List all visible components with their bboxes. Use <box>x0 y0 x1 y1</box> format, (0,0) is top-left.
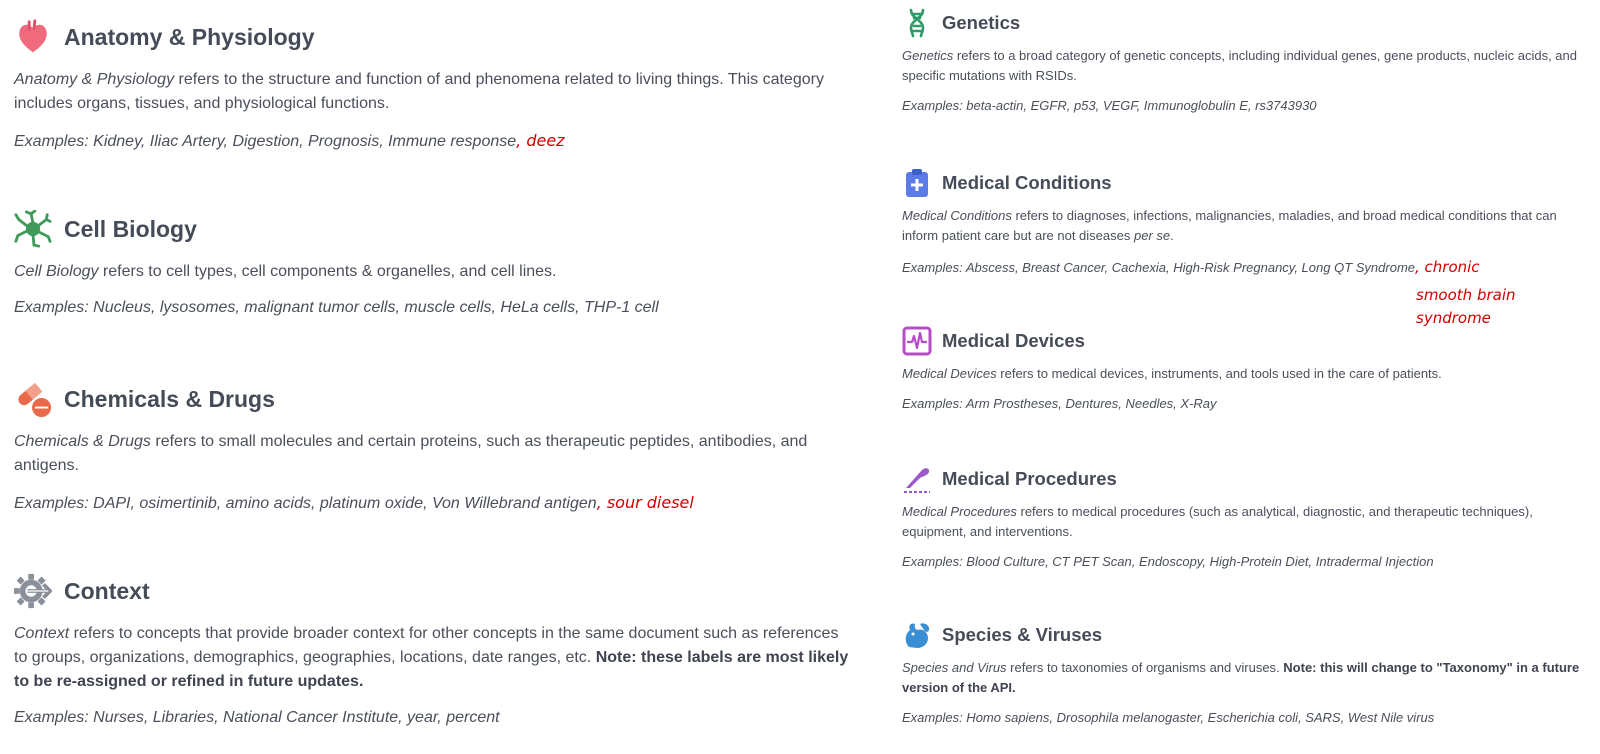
description-text: refers to concepts that provide broader context for other concepts in the same document such as references to groups, organizations, demographics, geographies, locations, date ranges, etc. <box>14 625 839 666</box>
section-header <box>902 464 1582 494</box>
section-chemicals-drugs <box>14 380 854 513</box>
section-header <box>902 168 1582 198</box>
section-header <box>902 8 1582 38</box>
section-cell-biology <box>14 210 854 317</box>
description-text: refers to a broad category of genetic concepts, including individual genes, gene products, nucleic acids, and specific mutations with RSIDs. <box>902 48 1577 83</box>
examples-text: Examples: Kidney, Iliac Artery, Digestion, Prognosis, Immune response <box>14 133 517 150</box>
handwritten-annotation: , sour diesel <box>596 493 694 512</box>
description-term: Medical Procedures <box>902 504 1017 519</box>
handwritten-annotation-continued <box>1416 284 1516 330</box>
section-title: Context <box>64 577 150 604</box>
examples-text: Examples: Homo sapiens, Drosophila melanogaster, Escherichia coli, SARS, West Nile virus <box>902 710 1435 725</box>
examples-text: Examples: DAPI, osimertinib, amino acids, platinum oxide, Von Willebrand antigen <box>14 495 597 512</box>
description-term: Anatomy & Physiology <box>14 71 175 88</box>
section-examples <box>902 98 1582 113</box>
annotation-line: syndrome <box>1416 309 1491 327</box>
section-examples <box>902 396 1582 411</box>
section-description <box>902 658 1582 698</box>
section-header <box>14 380 854 418</box>
section-title: Anatomy & Physiology <box>64 23 315 50</box>
section-description <box>14 68 854 116</box>
cell-icon <box>14 210 52 248</box>
description-text: refers to medical devices, instruments, and tools used in the care of patients. <box>996 366 1442 381</box>
examples-text: Examples: Abscess, Breast Cancer, Cachexia, High-Risk Pregnancy, Long QT Syndrome <box>902 260 1415 275</box>
description-term: Chemicals & Drugs <box>14 433 151 450</box>
section-header <box>902 620 1582 650</box>
section-description <box>902 46 1582 86</box>
description-term: Medical Devices <box>902 366 997 381</box>
section-title: Medical Conditions <box>942 172 1112 193</box>
scalpel-icon <box>902 464 932 494</box>
section-title: Species & Viruses <box>942 624 1103 645</box>
section-examples <box>902 710 1582 725</box>
section-description <box>902 364 1582 384</box>
examples-text: Examples: Blood Culture, CT PET Scan, Endoscopy, High-Protein Diet, Intradermal Injection <box>902 554 1434 569</box>
section-title: Genetics <box>942 12 1021 33</box>
section-species-viruses <box>902 620 1582 725</box>
description-text: refers to diagnoses, infections, malignancies, maladies, and broad medical conditions that can inform patient care but are not diseases <box>902 208 1557 243</box>
section-examples <box>902 258 1582 276</box>
gear-arrow-icon <box>14 572 52 610</box>
section-header <box>14 210 854 248</box>
description-note: Note: this will change to "Taxonomy" in a future version of the API. <box>902 660 1580 695</box>
description-text: refers to cell types, cell components & organelles, and cell lines. <box>98 263 557 280</box>
description-end: . <box>1170 228 1174 243</box>
section-examples <box>14 131 854 151</box>
description-term: Context <box>14 625 70 642</box>
description-term-per-se: per se <box>1133 228 1171 243</box>
description-term: Species and Virus <box>902 660 1007 675</box>
section-examples <box>14 709 854 727</box>
section-examples <box>14 493 854 513</box>
section-description <box>902 206 1582 246</box>
examples-text: Examples: Nucleus, lysosomes, malignant tumor cells, muscle cells, HeLa cells, THP-1 cell <box>14 299 659 316</box>
description-text: refers to the structure and function of and phenomena related to living things. This category includes organs, tissues, and physiological functions. <box>14 71 824 112</box>
section-context <box>14 572 854 727</box>
squirrel-icon <box>902 620 932 650</box>
section-title: Medical Devices <box>942 330 1085 351</box>
description-term: Medical Conditions <box>902 208 1012 223</box>
description-note: Note: these labels are most likely to be re-assigned or refined in future updates. <box>14 649 849 690</box>
heart-icon <box>14 18 52 56</box>
description-text: refers to small molecules and certain proteins, such as therapeutic peptides, antibodies, and antigens. <box>14 433 808 474</box>
section-header <box>14 572 854 610</box>
pill-icon <box>14 380 52 418</box>
dna-icon <box>902 8 932 38</box>
description-text: refers to taxonomies of organisms and viruses. <box>1006 660 1284 675</box>
section-title: Cell Biology <box>64 215 197 242</box>
description-term: Genetics <box>902 48 954 63</box>
section-title: Chemicals & Drugs <box>64 385 275 412</box>
section-header <box>902 326 1582 356</box>
examples-text: Examples: Arm Prostheses, Dentures, Needles, X-Ray <box>902 396 1217 411</box>
section-examples <box>902 554 1582 569</box>
section-description <box>14 622 854 694</box>
section-title: Medical Procedures <box>942 468 1117 489</box>
section-examples <box>14 299 854 317</box>
section-medical-devices <box>902 326 1582 411</box>
description-term: Cell Biology <box>14 263 99 280</box>
section-description <box>902 502 1582 542</box>
section-description <box>14 430 854 478</box>
description-text: refers to medical procedures (such as analytical, diagnostic, and therapeutic techniques), equipment, and interventions. <box>902 504 1533 539</box>
section-medical-procedures <box>902 464 1582 569</box>
monitor-pulse-icon <box>902 326 932 356</box>
examples-text: Examples: Nurses, Libraries, National Cancer Institute, year, percent <box>14 709 500 726</box>
handwritten-annotation: , deez <box>516 131 565 150</box>
section-medical-conditions <box>902 168 1582 276</box>
annotation-line: smooth brain <box>1416 286 1516 304</box>
clipboard-plus-icon <box>902 168 932 198</box>
examples-text: Examples: beta-actin, EGFR, p53, VEGF, Immunoglobulin E, rs3743930 <box>902 98 1317 113</box>
section-header <box>14 18 854 56</box>
section-genetics <box>902 8 1582 113</box>
section-anatomy <box>14 18 854 151</box>
section-description <box>14 260 854 284</box>
handwritten-annotation: , chronic <box>1415 258 1480 276</box>
